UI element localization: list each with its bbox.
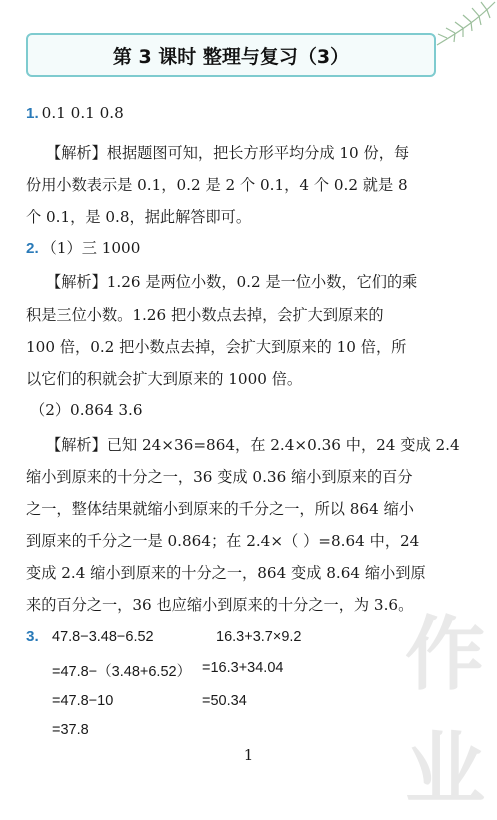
q2-part1-answer-line xyxy=(26,237,140,258)
question-number: 1. xyxy=(26,105,39,122)
page-title: 第 3 课时 整理与复习（3） xyxy=(112,45,350,68)
q1-answer-line xyxy=(26,104,124,122)
q2-part1-analysis-line: 积是三位小数。1.26 把小数点去掉，会扩大到原来的 xyxy=(26,306,384,324)
q2-part2-analysis-line: 【解析】已知 24×36=864，在 2.4×0.36 中，24 变成 2.4 xyxy=(46,436,460,454)
page-number: 1 xyxy=(243,746,254,764)
q2-part2-analysis-line: 缩小到原来的十分之一，36 变成 0.36 缩小到原来的百分 xyxy=(26,468,413,486)
q3-left-step: =37.8 xyxy=(52,722,89,738)
q3-left-step: 47.8−3.48−6.52 xyxy=(52,629,154,645)
q3-left-step: =47.8−10 xyxy=(52,693,114,709)
q2-part1-analysis-line: 【解析】1.26 是两位小数，0.2 是一位小数，它们的乘 xyxy=(46,273,418,291)
q1-analysis-line: 份用小数表示是 0.1，0.2 是 2 个 0.1，4 个 0.2 就是 8 xyxy=(26,176,408,194)
q3-right-step: =50.34 xyxy=(202,693,247,709)
q3-right-step: =16.3+34.04 xyxy=(202,660,284,676)
question-number: 2. xyxy=(26,240,39,257)
q1-analysis-line: 【解析】根据题图可知，把长方形平均分成 10 份，每 xyxy=(46,144,410,162)
q2-part1-analysis-line: 以它们的积就会扩大到原来的 1000 倍。 xyxy=(26,370,303,388)
q2-part1-analysis-line: 100 倍，0.2 把小数点去掉，会扩大到原来的 10 倍，所 xyxy=(26,338,407,356)
watermark: 作业 xyxy=(405,608,479,816)
q1-answer: 0.1 0.1 0.8 xyxy=(41,104,124,122)
q2-part2-analysis-line: 来的百分之一，36 也应缩小到原来的十分之一，为 3.6。 xyxy=(26,596,414,614)
q2-part1-answer: （1）三 1000 xyxy=(41,239,141,257)
q2-part2-analysis-line: 之一，整体结果就缩小到原来的千分之一，所以 864 缩小 xyxy=(26,500,414,518)
question-number: 3. xyxy=(26,628,39,645)
q1-analysis-line: 个 0.1，是 0.8，据此解答即可。 xyxy=(26,208,252,226)
q2-part2-analysis-line: 变成 2.4 缩小到原来的十分之一，864 变成 8.64 缩小到原 xyxy=(26,564,426,582)
q3-left-step: =47.8−（3.48+6.52） xyxy=(52,664,192,680)
q2-part2-answer: （2）0.864 3.6 xyxy=(30,401,143,419)
lesson-title-box xyxy=(26,33,436,77)
q2-part2-analysis-line: 到原来的千分之一是 0.864；在 2.4×（ ）=8.64 中，24 xyxy=(26,532,420,550)
q3-right-step: 16.3+3.7×9.2 xyxy=(216,629,302,645)
q3-number-line xyxy=(26,627,42,645)
